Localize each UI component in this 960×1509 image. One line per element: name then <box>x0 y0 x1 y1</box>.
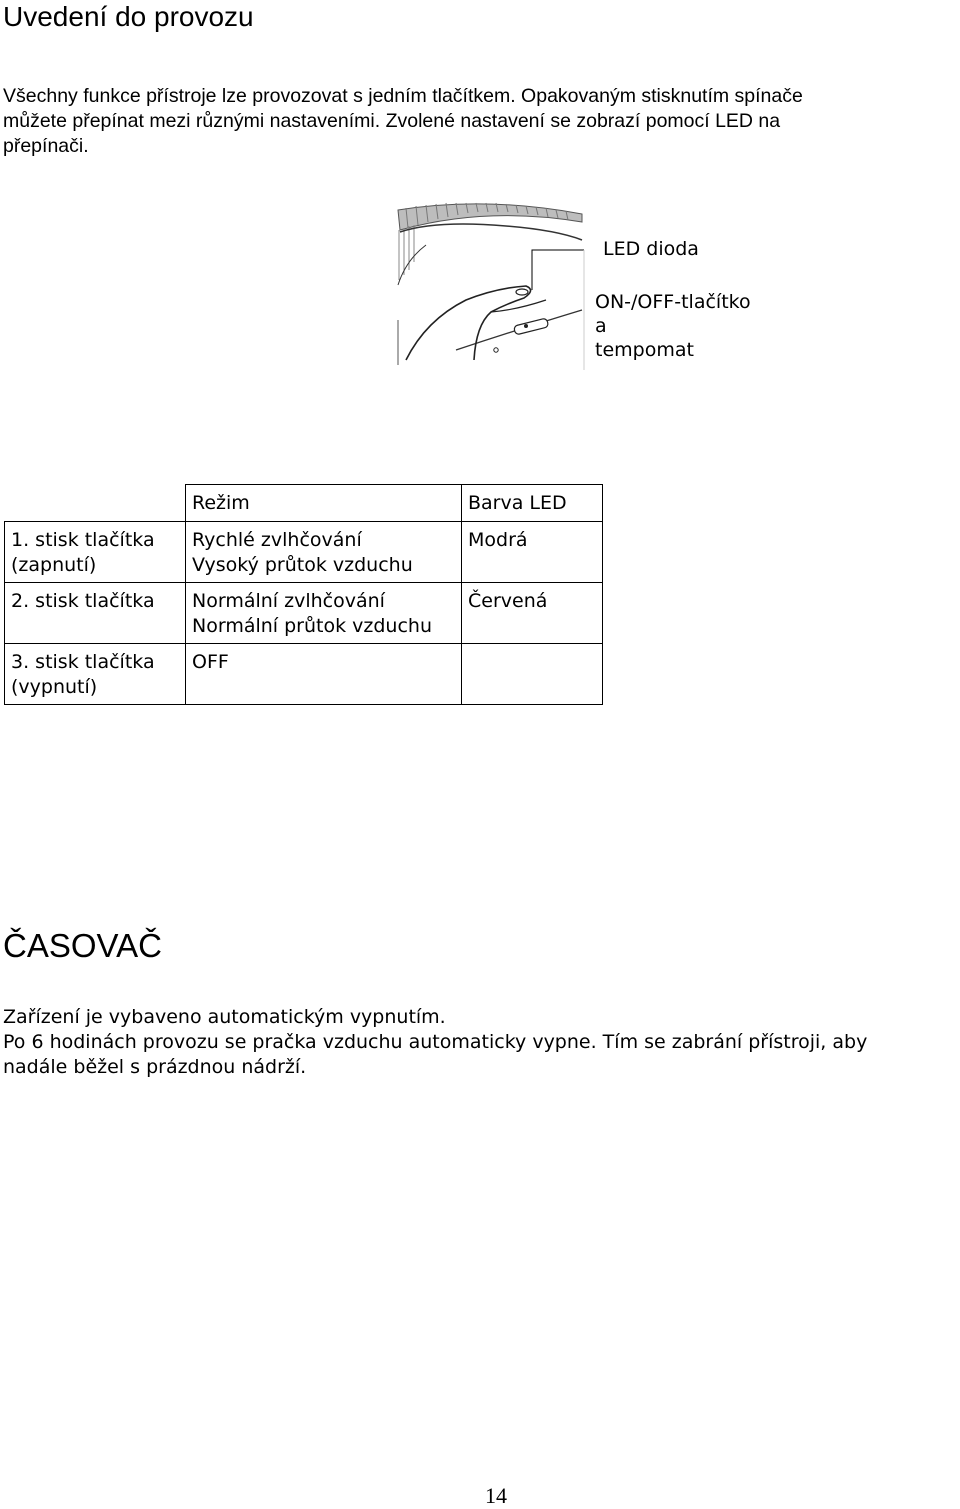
table-header-cell <box>5 485 186 522</box>
cell-line: Normální průtok vzduchu <box>192 615 432 637</box>
table-row <box>5 644 603 705</box>
cell-line: Normální zvlhčování <box>192 590 385 612</box>
cell-line: OFF <box>192 651 229 673</box>
table-header-cell: Barva LED <box>462 485 603 522</box>
table-row <box>5 522 603 583</box>
timer-line: Po 6 hodinách provozu se pračka vzduchu automaticky vypne. Tím se zabrání přístroji, aby <box>3 1031 868 1053</box>
cell-line: (vypnutí) <box>11 676 98 698</box>
timer-line: Zařízení je vybaveno automatickým vypnutím. <box>3 1006 446 1028</box>
button-label-line: tempomat <box>595 339 694 361</box>
device-illustration <box>396 200 586 370</box>
table-cell-mode <box>186 522 462 583</box>
table-cell-press <box>5 583 186 644</box>
table-cell-mode <box>186 644 462 705</box>
cell-line: Vysoký průtok vzduchu <box>192 554 413 576</box>
table-row <box>5 583 603 644</box>
button-label-line: ON-/OFF-tlačítko <box>595 291 751 313</box>
button-label-line: a <box>595 315 607 337</box>
cell-line: Rychlé zvlhčování <box>192 529 362 551</box>
cell-line: Modrá <box>468 529 528 551</box>
timer-heading: ČASOVAČ <box>3 927 162 964</box>
table-cell-color <box>462 583 603 644</box>
page-number: 14 <box>485 1483 507 1508</box>
intro-paragraph <box>3 84 960 159</box>
page-title: Uvedení do provozu <box>3 1 254 32</box>
button-label <box>595 290 751 362</box>
cell-line: 3. stisk tlačítka <box>11 651 155 673</box>
intro-line: přepínači. <box>3 135 89 157</box>
cell-line: 2. stisk tlačítka <box>11 590 155 612</box>
device-drawing <box>396 200 586 370</box>
led-label: LED dioda <box>603 238 699 260</box>
timer-paragraph <box>3 1005 867 1080</box>
table-header-row <box>5 485 603 522</box>
timer-line: nadále běžel s prázdnou nádrží. <box>3 1056 307 1078</box>
table-cell-press <box>5 522 186 583</box>
table-cell-press <box>5 644 186 705</box>
table-cell-mode <box>186 583 462 644</box>
mode-table <box>4 484 603 705</box>
intro-line: můžete přepínat mezi různými nastaveními. Zvolené nastavení se zobrazí pomocí LED na <box>3 110 781 132</box>
table-cell-color <box>462 522 603 583</box>
table-header-cell: Režim <box>186 485 462 522</box>
cell-line: Červená <box>468 590 548 612</box>
cell-line: 1. stisk tlačítka <box>11 529 155 551</box>
intro-line: Všechny funkce přístroje lze provozovat s jedním tlačítkem. Opakovaným stisknutím spínače <box>3 85 803 107</box>
table-cell-color <box>462 644 603 705</box>
cell-line: (zapnutí) <box>11 554 97 576</box>
